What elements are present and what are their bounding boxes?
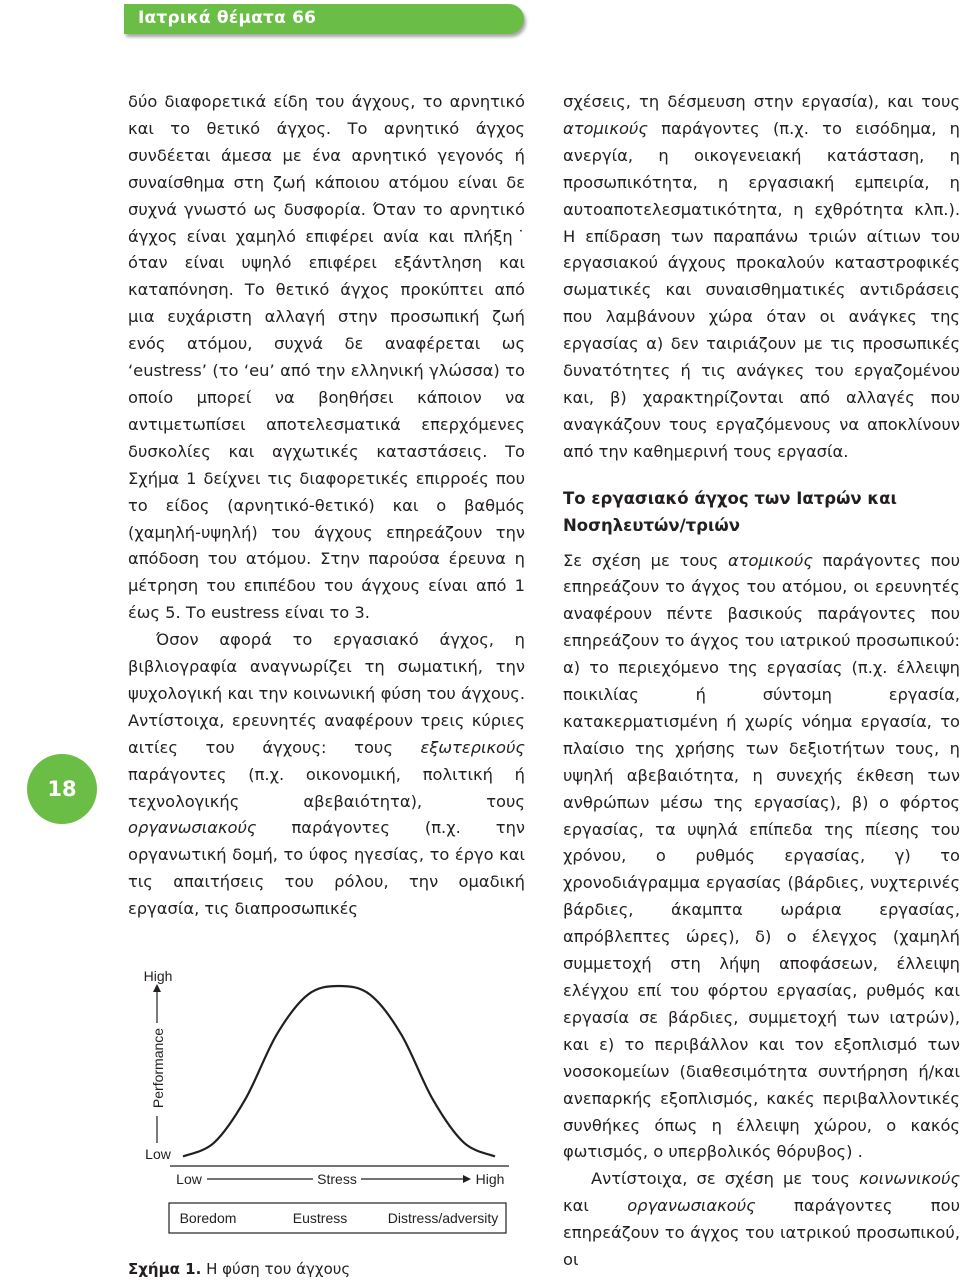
performance-curve: [183, 986, 495, 1157]
emphasis-social: κοινωνικούς: [859, 1169, 960, 1189]
caption-label: Σχήμα 1.: [128, 1260, 202, 1278]
y-axis-title: Performance: [150, 1027, 166, 1109]
emphasis-organizational-2: οργανωσιακούς: [627, 1196, 756, 1216]
emphasis-organizational: οργανωσιακούς: [128, 818, 257, 838]
zone-distress: Distress/adversity: [387, 1210, 499, 1226]
page-number-badge: 18: [27, 754, 97, 824]
right-paragraph-1: σχέσεις, τη δέσμευση στην εργασία), και τους ατομικούς παράγοντες (π.χ. το εισόδημα, η ανεργία, η οικογενειακή κατάσταση, η προσωπικότητα, η εργασιακή εμπειρία, η αυτοαποτελεσματικότητα, η εχθρότητα κλπ.). Η επίδραση των παραπάνω τριών αίτιων του εργασιακού άγχους προκαλούν καταστροφικές σωματικές και συναισθηματικές αντιδράσεις που λαμβάνουν χώρα όταν οι ανάγκες της εργασίας α) δεν ταιριάζουν με τις προσωπικές δυνατότητες ή τις ανάγκες του εργαζομένου και, β) χαρακτηρίζονται από αλλαγές που αναγκάζουν τους εργαζόμενους να αποκλίνουν από την καθημερινή τους εργασία.: [563, 92, 960, 461]
emphasis-individual-2: ατομικούς: [728, 550, 813, 570]
y-axis-arrow-icon: [153, 984, 161, 992]
caption-text: Η φύση του άγχους: [201, 1260, 351, 1278]
journal-title: Ιατρικά θέματα 66: [138, 8, 317, 28]
y-low-label: Low: [145, 1146, 171, 1162]
y-high-label: High: [143, 968, 173, 984]
section-heading: Το εργασιακό άγχος των Ιατρών και Νοσηλευτών/τριών: [563, 488, 897, 535]
right-column: [563, 89, 960, 1274]
figure-stress-performance: [128, 948, 525, 1248]
right-paragraph-3: Αντίστοιχα, σε σχέση με τους κοινωνικούς και οργανωσιακούς παράγοντες που επηρεάζουν το άγχος του ιατρικού προσωπικού, οι: [563, 1169, 960, 1270]
left-paragraph-2: Όσον αφορά το εργασιακό άγχος, η βιβλιογραφία αναγνωρίζει τη σωματική, την ψυχολογική και την κοινωνική φύση του άγχους. Αντίστοιχα, ερευνητές αναφέρουν τρεις κύριες αιτίες του άγχους: τους εξωτερικούς παράγοντες (π.χ. οικονομική, πολιτική ή τεχνολογικής αβεβαιότητα), τους οργανωσιακούς παράγοντες (π.χ. την οργανωτική δομή, το ύφος ηγεσίας, το έργο και τις απαιτήσεις του ρόλου, την ομαδική εργασία, τις διαπροσωπικές: [128, 630, 525, 919]
left-column: [128, 89, 525, 923]
running-header-bar: [124, 4, 524, 34]
x-axis-title: Stress: [317, 1171, 357, 1187]
right-paragraph-2: Σε σχέση με τους ατομικούς παράγοντες που επηρεάζουν το άγχος του ατόμου, οι ερευνητές αναφέρουν πέντε βασικούς παράγοντες που επηρεάζουν το άγχος του ιατρικού προσωπικού: α) το περιεχόμενο της εργασίας (π.χ. έλλειψη ποικιλίας ή σύντομη εργασία, κατακερματισμένη ή χωρίς νόημα εργασία, το πλαίσιο της χρήσης των δεξιοτήτων τους, η υψηλή αβεβαιότητα, η συνεχής έκθεση των ανθρώπων μέσω της εργασίας), β) ο φόρτος εργασίας, τα υψηλά επίπεδα της πίεσης του χρόνου, ο ρυθμός εργασίας, γ) το χρονοδιάγραμμα εργασίας (βάρδιες, νυχτερινές βάρδιες, άκαμπτα ωράρια εργασίας, απρόβλεπτες ώρες), δ) ο έλεγχος (χαμηλή συμμετοχή στη λήψη αποφάσεων, έλλειψη ελέγχου επί του φόρτου εργασίας, ρυθμός και εργασία σε βάρδιες, συμμετοχή των ιατρών), και ε) το περιβάλλον και τον εξοπλισμό των νοσοκομείων (διαθεσιμότητα συντήρηση ή/και ανεπαρκής εξοπλισμός, κακές περιβαλλοντικές συνθήκες όπως η έλλειψη χώρου, ο κακός φωτισμός, ο υπερβολικός θόρυβος) .: [563, 550, 960, 1162]
x-high-label: High: [475, 1171, 505, 1187]
figure-caption: [128, 1260, 350, 1278]
zone-eustress: Eustress: [292, 1210, 348, 1226]
x-axis-arrow-icon: [463, 1175, 471, 1183]
emphasis-external: εξωτερικούς: [420, 737, 525, 757]
left-paragraph-1: δύο διαφορετικά είδη του άγχους, το αρνητικό και το θετικό άγχος. Το αρνητικό άγχος συνδέεται άμεσα με ένα αρνητικό γεγονός ή συναίσθημα στη ζωή κάποιου ατόμου είναι δε συχνά γνωστό ως δυσφορία. Όταν το αρνητικό άγχος είναι χαμηλό επιφέρει ανία και πλήξη˙ όταν είναι υψηλό επιφέρει εξάντληση και καταπόνηση. Το θετικό άγχος προκύπτει από μια ευχάριστη αλλαγή στην προσωπική ζωή ενός ατόμου, συχνά δε αναφέρεται ως ‘eustress’ (το ‘eu’ από την ελληνική γλώσσα) το οποίο μπορεί να βοηθήσει κάποιον να αντιμετωπίσει αποτελεσματικά επερχόμενες δυσκολίες και αγχωτικές καταστάσεις. Το Σχήμα 1 δείχνει τις διαφορετικές επιρροές που το είδος (αρνητικό-θετικό) και ο βαθμός (χαμηλή-υψηλή) του άγχους επηρεάζουν την απόδοση του ατόμου. Στην παρούσα έρευνα η μέτρηση του επιπέδου του άγχους είναι από 1 έως 5. Το eustress είναι το 3.: [128, 92, 525, 623]
stress-performance-chart: [128, 948, 525, 1248]
x-low-label: Low: [176, 1171, 202, 1187]
emphasis-individual: ατομικούς: [563, 118, 648, 138]
zone-boredom: Boredom: [179, 1210, 237, 1226]
